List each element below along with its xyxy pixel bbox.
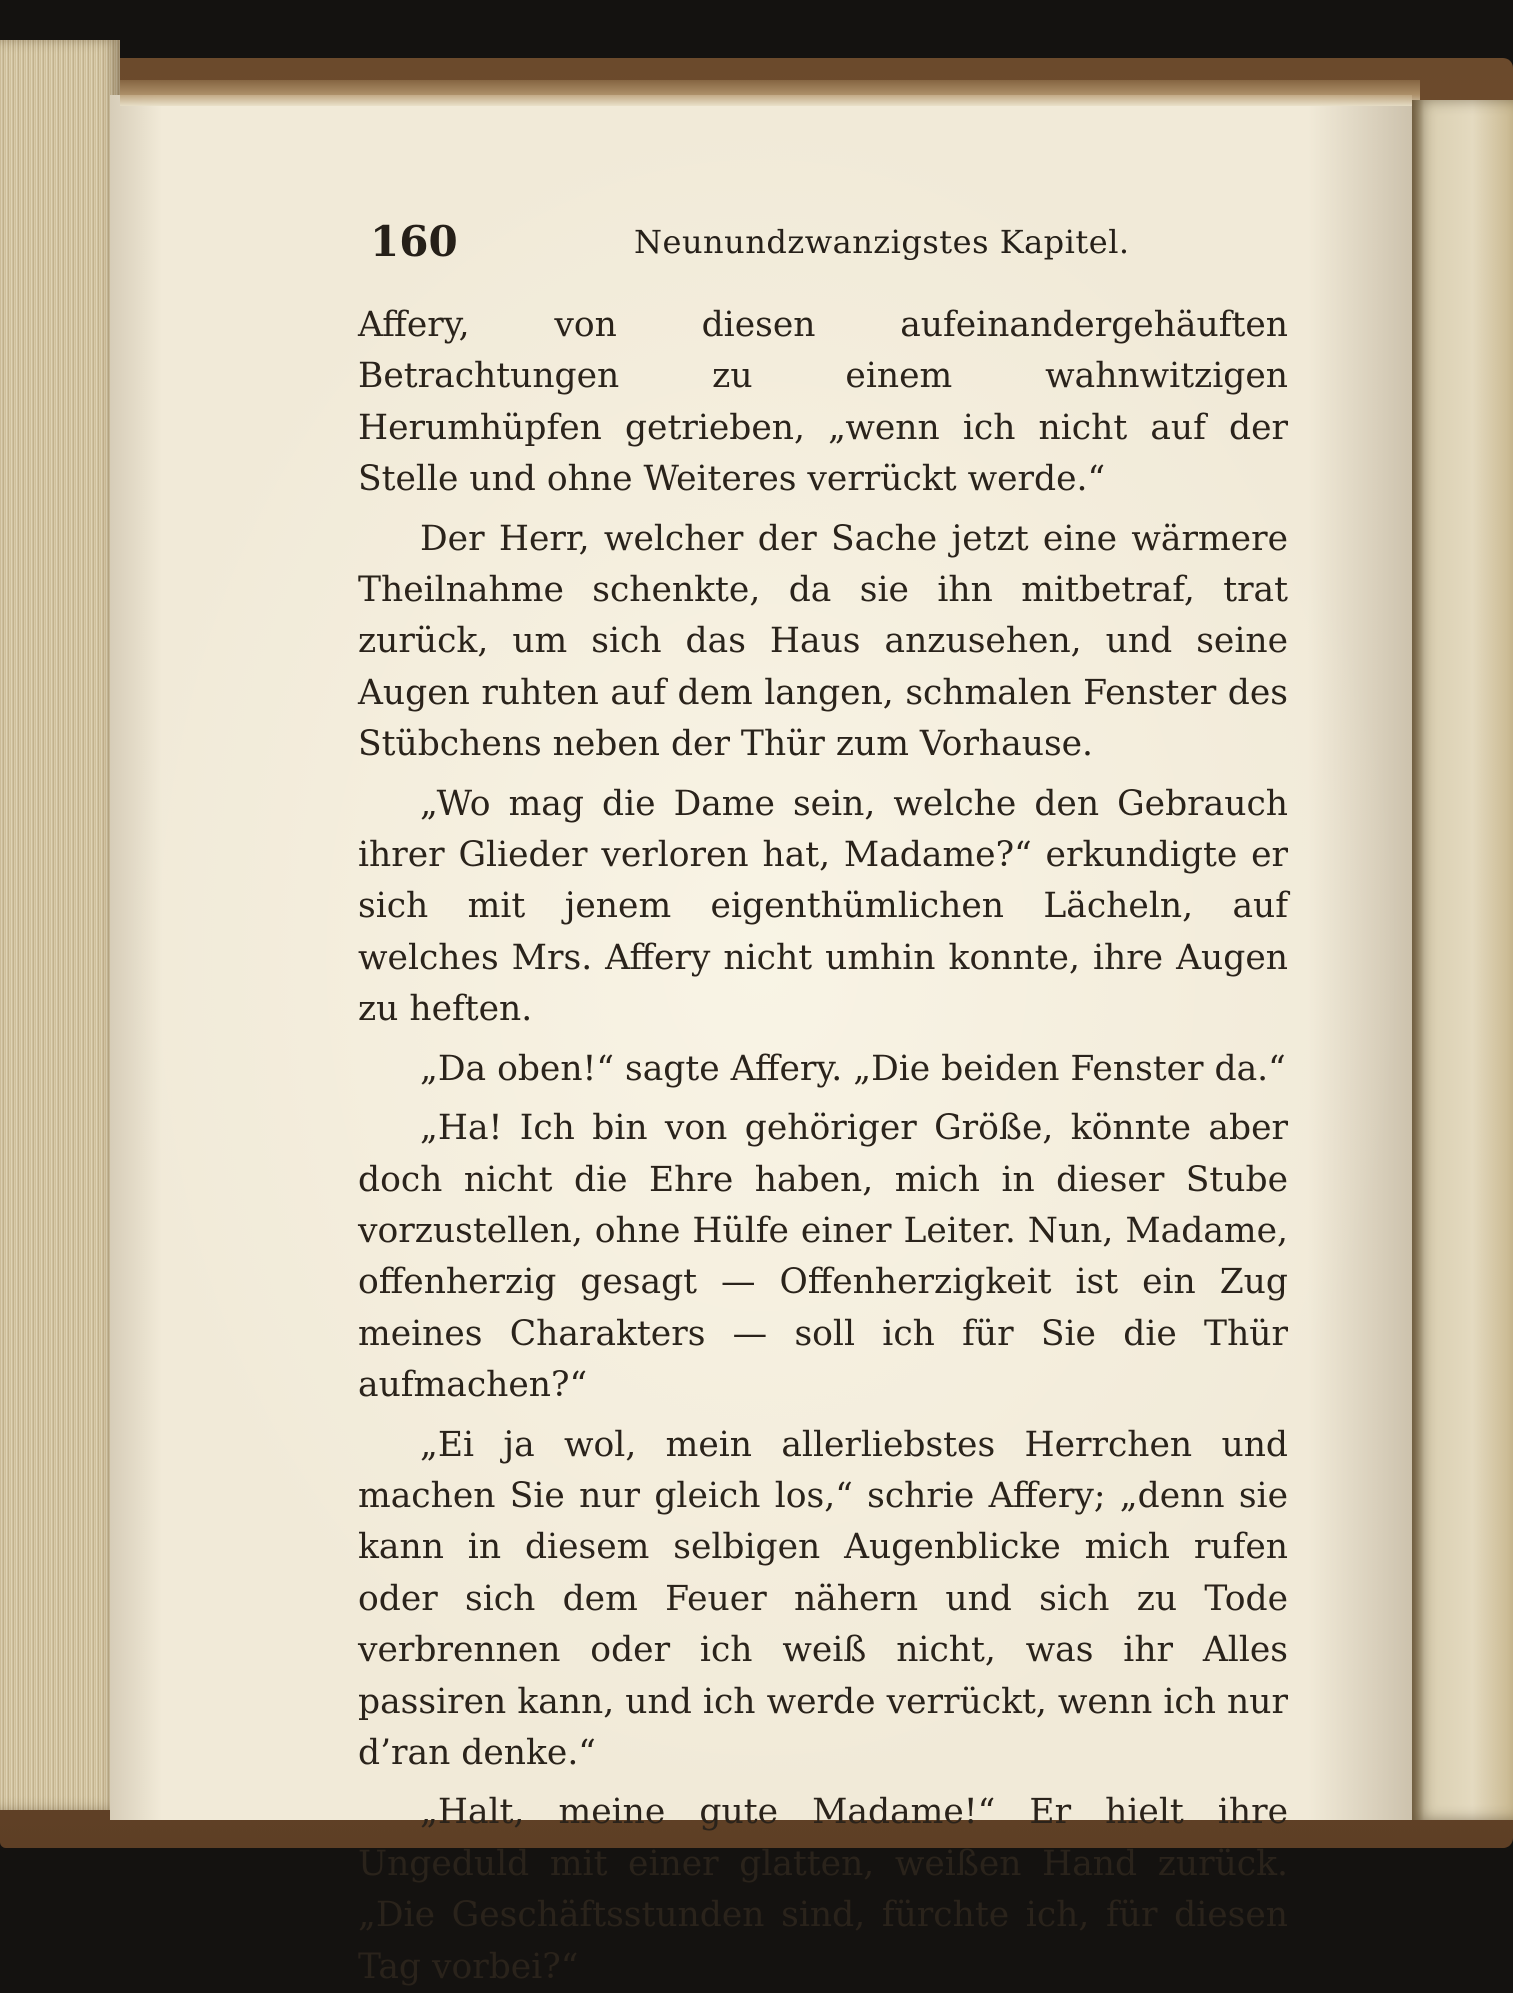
paragraph-7: „Halt, meine gute Madame!“ Er hielt ihre Ungeduld mit einer glatten, weißen Hand zurück. „Die Geschäftsstunden sind, fürchte ich, für diesen Tag vorbei?“ bbox=[358, 1792, 1288, 1987]
paragraph-2: Der Herr, welcher der Sache jetzt eine wärmere Theilnahme schenkte, da sie ihn mitbetraf, trat zurück, um sich das Haus anzusehen, und seine Augen ruhten auf dem langen, schmalen Fenster des Stübchens neben der Thür zum Vorhause. bbox=[358, 518, 1288, 765]
page-header bbox=[370, 212, 1370, 272]
paragraph-3: „Wo mag die Dame sein, welche den Gebrauch ihrer Glieder verloren hat, Madame?“ erkundigte er sich mit jenem eigenthümlichen Lächeln, auf welches Mrs. Affery nicht umhin konnte, ihre Augen zu heften. bbox=[358, 783, 1288, 1030]
page-number: 160 bbox=[370, 217, 458, 266]
worn-page-top bbox=[120, 80, 1420, 106]
paragraph-1: Affery, von diesen aufeinandergehäuften Betrachtungen zu einem wahnwitzigen Herumhüpfen getrieben, „wenn ich nicht auf der Stelle und ohne Weiteres verrückt werde.“ bbox=[358, 305, 1288, 500]
page-edges bbox=[0, 40, 120, 1810]
facing-page-edge bbox=[1412, 100, 1513, 1820]
running-title: Neunundzwanzigstes Kapitel. bbox=[634, 223, 1130, 261]
paragraph-6: „Ei ja wol, mein allerliebstes Herrchen und machen Sie nur gleich los,“ schrie Affery; „denn sie kann in diesem selbigen Augenblicke mich rufen oder sich dem Feuer nähern und sich zu Tode verbrennen oder ich weiß nicht, was ihr Alles passiren kann, und ich werde verrückt, wenn ich nur d’ran denke.“ bbox=[358, 1424, 1288, 1773]
paragraph-5: „Ha! Ich bin von gehöriger Größe, könnte aber doch nicht die Ehre haben, mich in dieser Stube vorzustellen, ohne Hülfe einer Leiter. Nun, Madame, offenherzig gesagt — Offenherzigkeit ist ein Zug meines Charakters — soll ich für Sie die Thür aufmachen?“ bbox=[358, 1108, 1288, 1406]
paragraph-4: „Da oben!“ sagte Affery. „Die beiden Fenster da.“ bbox=[420, 1048, 1286, 1089]
body-text bbox=[358, 300, 1288, 1993]
